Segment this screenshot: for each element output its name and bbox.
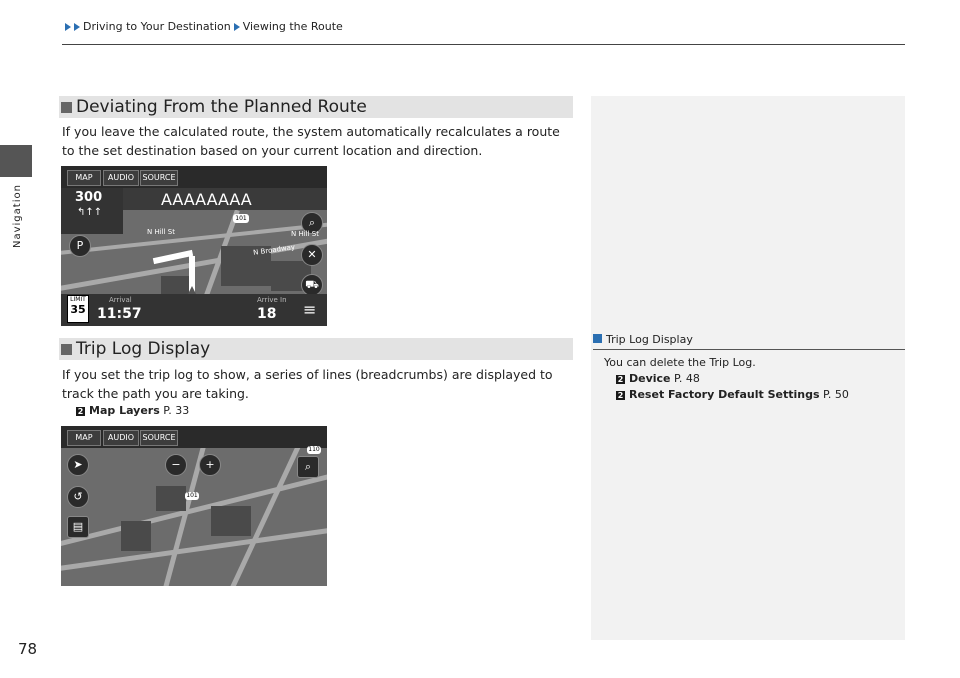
note-ref[interactable] xyxy=(604,387,849,403)
section-body: If you leave the calculated route, the system automatically recalculates a route to the set destination based on your current location and direction. xyxy=(62,124,560,158)
road-label: N Hill St xyxy=(147,228,175,236)
highway-shield: 110 xyxy=(308,446,320,453)
arrive-in-label: Arrive In xyxy=(257,296,287,304)
heading-square-icon xyxy=(61,344,72,355)
breadcrumb-item[interactable]: Viewing the Route xyxy=(242,20,343,33)
highway-shield: 101 xyxy=(186,492,198,499)
note-ref-label: Reset Factory Default Settings xyxy=(629,388,820,401)
zoom-out-icon[interactable]: − xyxy=(165,454,187,476)
zoom-in-icon[interactable]: + xyxy=(199,454,221,476)
section-heading xyxy=(59,96,573,118)
note-ref-page: P. 48 xyxy=(674,372,700,385)
close-icon[interactable]: ✕ xyxy=(301,244,323,266)
speed-limit-value: 35 xyxy=(70,303,86,316)
road-label: N Broadway xyxy=(252,243,296,257)
page-ref-icon: 2 xyxy=(617,375,624,384)
map-layers-icon[interactable]: ▤ xyxy=(67,516,89,538)
speed-limit-sign xyxy=(67,295,89,323)
note-body xyxy=(604,355,849,403)
map-button[interactable]: MAP xyxy=(67,170,101,186)
page-ref-label: Map Layers xyxy=(89,404,160,417)
section-body: If you set the trip log to show, a series of lines (breadcrumbs) are displayed to track the path you are taking. xyxy=(62,367,553,401)
page-ref-icon: 2 xyxy=(77,407,84,416)
chapter-tab xyxy=(0,145,32,177)
nav-screen-recalculating xyxy=(61,166,327,326)
header-divider xyxy=(62,44,905,45)
breadcrumb-item[interactable]: Driving to Your Destination xyxy=(83,20,231,33)
nav-screen-trip-log xyxy=(61,426,327,586)
section-title: Trip Log Display xyxy=(76,339,211,359)
section-title: Deviating From the Planned Route xyxy=(76,97,367,117)
turn-distance: 300 xyxy=(75,190,103,205)
source-button[interactable]: SOURCE xyxy=(140,170,178,186)
speed-limit-label: LIMIT xyxy=(70,296,86,303)
building xyxy=(121,521,151,551)
compass-icon[interactable]: ➤ xyxy=(67,454,89,476)
note-heading xyxy=(593,333,905,350)
note-ref-page: P. 50 xyxy=(823,388,849,401)
note-title: Trip Log Display xyxy=(606,333,693,346)
heading-square-icon xyxy=(61,102,72,113)
search-icon[interactable]: ⌕ xyxy=(301,212,323,234)
menu-icon[interactable]: ≡ xyxy=(303,300,317,319)
note-ref-label: Device xyxy=(629,372,671,385)
arrival-label: Arrival xyxy=(109,296,132,304)
arrive-in-value: 18 xyxy=(257,306,277,322)
parking-icon[interactable]: P xyxy=(69,235,91,257)
route-line xyxy=(153,250,193,264)
bottom-info-bar xyxy=(61,294,327,326)
breadcrumb-arrow-icon xyxy=(234,23,240,31)
note-icon xyxy=(593,334,602,343)
street-banner xyxy=(123,188,327,210)
page-ref-page: P. 33 xyxy=(163,404,190,417)
building xyxy=(211,506,251,536)
breadcrumb-arrow-icon xyxy=(74,23,80,31)
map-button[interactable]: MAP xyxy=(67,430,101,446)
highway-shield: 101 xyxy=(233,214,249,223)
breadcrumb xyxy=(65,20,343,33)
page-ref-icon: 2 xyxy=(617,391,624,400)
page-ref[interactable] xyxy=(76,404,189,417)
section-heading xyxy=(59,338,573,360)
source-button[interactable]: SOURCE xyxy=(140,430,178,446)
audio-button[interactable]: AUDIO xyxy=(103,430,139,446)
road-label: N Hill St xyxy=(291,230,319,238)
street-name: AAAAAAAA xyxy=(161,190,252,209)
return-icon[interactable]: ↺ xyxy=(67,486,89,508)
page-number: 78 xyxy=(18,640,38,658)
search-icon[interactable]: ⌕ xyxy=(297,456,319,478)
chapter-label: Navigation xyxy=(12,184,23,248)
breadcrumb-arrow-icon xyxy=(65,23,71,31)
turn-panel xyxy=(61,188,123,234)
building xyxy=(156,486,186,511)
audio-button[interactable]: AUDIO xyxy=(103,170,139,186)
note-text: You can delete the Trip Log. xyxy=(604,356,756,369)
note-ref[interactable] xyxy=(604,371,849,387)
traffic-icon[interactable]: ⛟ xyxy=(301,274,323,296)
arrival-time: 11:57 xyxy=(97,306,142,322)
lane-arrows-icon: ↰↑↑ xyxy=(77,207,103,218)
